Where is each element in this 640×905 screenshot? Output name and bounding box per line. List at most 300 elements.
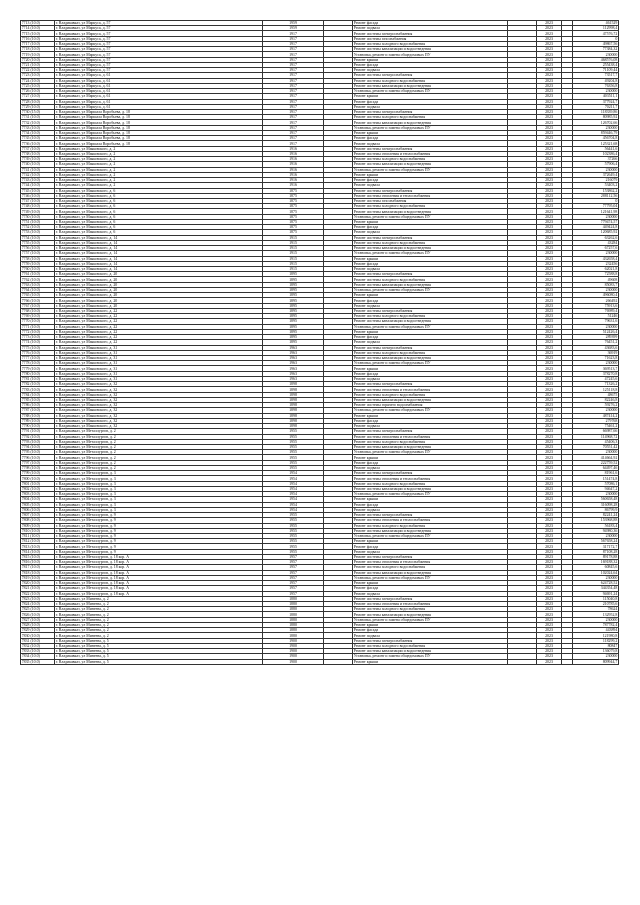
cost: 49608 xyxy=(573,277,619,282)
planned-year: 2023 xyxy=(537,167,562,172)
address: г. Владикавказ, ул Маяковского, д. 20 xyxy=(55,287,263,292)
planned-year: 2023 xyxy=(537,622,562,627)
address: г. Владикавказ, ул Маяковского, д. 32 xyxy=(55,424,263,429)
cost: 230000 xyxy=(573,214,619,219)
build-year: 1954 xyxy=(263,507,324,512)
row-number: 7785 (10.0) xyxy=(21,397,55,402)
work-type: Ремонт системы электроснабжения xyxy=(353,272,508,277)
work-type: Ремонт подвала xyxy=(353,507,508,512)
work-type: Установка, ремонт и замена общедомовых ПУ xyxy=(353,361,508,366)
row-number: 7786 (10.0) xyxy=(21,403,55,408)
planned-year: 2023 xyxy=(537,209,562,214)
build-year: 1917 xyxy=(263,89,324,94)
row-number: 7743 (10.0) xyxy=(21,178,55,183)
row-number: 7756 (10.0) xyxy=(21,246,55,251)
address: г. Владикавказ, ул Металлургов, д. 9 xyxy=(55,544,263,549)
planned-year: 2023 xyxy=(537,403,562,408)
cost: 75461,2 xyxy=(573,424,619,429)
planned-year: 2023 xyxy=(537,596,562,601)
cost: 787782,4 xyxy=(573,622,619,627)
cost: 82246,8 xyxy=(573,397,619,402)
work-type: Ремонт системы канализации и водоотведения xyxy=(353,319,508,324)
address: г. Владикавказ, ул Маяковского, д. 14 xyxy=(55,240,263,245)
cost: 153968,88 xyxy=(573,518,619,523)
build-year: 1880 xyxy=(263,596,324,601)
build-year: 1895 xyxy=(263,308,324,313)
cost: 43683,6 xyxy=(573,345,619,350)
cost: 118299,2 xyxy=(573,638,619,643)
work-type: Ремонт крыши xyxy=(353,455,508,460)
cost: 132952,8 xyxy=(573,612,619,617)
cost: 81961,6 xyxy=(573,471,619,476)
work-type: Ремонт системы холодного водоснабжения xyxy=(353,314,508,319)
build-year: 1955 xyxy=(263,528,324,533)
build-year: 1963 xyxy=(263,350,324,355)
build-year: 1917 xyxy=(263,94,324,99)
planned-year: 2023 xyxy=(537,193,562,198)
address: г. Владикавказ, ул Металлургов, д. 9 xyxy=(55,533,263,538)
row-number: 7715 (10.0) xyxy=(21,31,55,36)
row-number: 7824 (10.0) xyxy=(21,602,55,607)
build-year: 1900 xyxy=(263,659,324,664)
address: г. Владикавказ, ул Маяковского, д. 20 xyxy=(55,272,263,277)
row-number: 7782 (10.0) xyxy=(21,382,55,387)
cost: 378270,8 xyxy=(573,371,619,376)
cost: 89178,88 xyxy=(573,554,619,559)
build-year: 1916 xyxy=(263,162,324,167)
build-year: 1875 xyxy=(263,225,324,230)
cost: 77384,32 xyxy=(573,47,619,52)
planned-year: 2023 xyxy=(537,57,562,62)
row-number: 7717 (10.0) xyxy=(21,41,55,46)
build-year: 1898 xyxy=(263,424,324,429)
planned-year: 2023 xyxy=(537,282,562,287)
planned-year: 2023 xyxy=(537,73,562,78)
work-type: Ремонт системы отопления и теплоснабжения xyxy=(353,518,508,523)
row-number: 7806 (10.0) xyxy=(21,507,55,512)
planned-year: 2023 xyxy=(537,617,562,622)
cost: 449424,8 xyxy=(573,225,619,230)
row-number: 7714 (10.0) xyxy=(21,26,55,31)
row-number: 7749 (10.0) xyxy=(21,209,55,214)
blank-cell xyxy=(562,659,573,664)
planned-year: 2023 xyxy=(537,151,562,156)
work-type: Ремонт подвала xyxy=(353,340,508,345)
row-number: 7730 (15.0) xyxy=(21,109,55,114)
planned-year: 2023 xyxy=(537,366,562,371)
address: г. Владикавказ, ул Маяковского, д. 6 xyxy=(55,198,263,203)
row-number: 7799 (10.0) xyxy=(21,471,55,476)
build-year: 1898 xyxy=(263,403,324,408)
row-number: 7747 (10.0) xyxy=(21,198,55,203)
work-type: Ремонт крыши xyxy=(353,497,508,502)
work-type: Ремонт системы холодного водоснабжения xyxy=(353,78,508,83)
planned-year: 2023 xyxy=(537,68,562,73)
build-year: 1895 xyxy=(263,335,324,340)
address: г. Владикавказ, ул Маяковского, д. 2 xyxy=(55,167,263,172)
work-type: Ремонт системы холодного водоснабжения xyxy=(353,41,508,46)
planned-year: 2023 xyxy=(537,460,562,465)
cost: 118339,86 xyxy=(573,109,619,114)
table-row xyxy=(21,659,619,664)
planned-year: 2023 xyxy=(537,21,562,26)
row-number: 7755 (10.0) xyxy=(21,240,55,245)
planned-year: 2023 xyxy=(537,298,562,303)
build-year: 1916 xyxy=(263,157,324,162)
planned-year: 2023 xyxy=(537,455,562,460)
address: г. Владикавказ, ул Маршала Воробьева, д. 18 xyxy=(55,141,263,146)
build-year: 1898 xyxy=(263,397,324,402)
address: г. Владикавказ, ул Маяковского, д. 6 xyxy=(55,188,263,193)
planned-year: 2023 xyxy=(537,225,562,230)
cost: 80985,92 xyxy=(573,115,619,120)
address: г. Владикавказ, ул Маяковского, д. 6 xyxy=(55,225,263,230)
work-type: Ремонт фасада xyxy=(353,21,508,26)
build-year: 1898 xyxy=(263,408,324,413)
build-year: 1895 xyxy=(263,319,324,324)
work-type: Ремонт подвала xyxy=(353,424,508,429)
address: г. Владикавказ, ул Маяковского, д. 14 xyxy=(55,256,263,261)
cost: 153862,2 xyxy=(573,188,619,193)
work-type: Ремонт системы электроснабжения xyxy=(353,596,508,601)
build-year: 1963 xyxy=(263,366,324,371)
address: г. Владикавказ, ул Маяковского, д. 32 xyxy=(55,397,263,402)
build-year: 1917 xyxy=(263,120,324,125)
work-type: Ремонт крыши xyxy=(353,622,508,627)
work-type: Ремонт крыши xyxy=(353,413,508,418)
address: г. Владикавказ, ул Металлургов, д. 9 xyxy=(55,523,263,528)
address: г. Владикавказ, ул Маркуса, д. 61 xyxy=(55,73,263,78)
work-type: Ремонт подвала xyxy=(353,591,508,596)
planned-year: 2023 xyxy=(537,178,562,183)
work-type: Ремонт системы отопления и теплоснабжения xyxy=(353,476,508,481)
row-number: 7737 (10.0) xyxy=(21,146,55,151)
build-year: 1898 xyxy=(263,413,324,418)
cost: 230000 xyxy=(573,617,619,622)
cost: 71326,2 xyxy=(573,382,619,387)
build-year: 1915 xyxy=(263,261,324,266)
cost: 266492 xyxy=(573,298,619,303)
build-year: 1955 xyxy=(263,450,324,455)
planned-year: 2023 xyxy=(537,36,562,41)
cost: 779474,57 xyxy=(573,219,619,224)
address: г. Владикавказ, ул Металлургов, д. 2 xyxy=(55,455,263,460)
cost: 47245,6 xyxy=(573,376,619,381)
work-type: Ремонт подвала xyxy=(353,376,508,381)
address: г. Владикавказ, ул Металлургов, д. 9 xyxy=(55,539,263,544)
build-year: 1880 xyxy=(263,622,324,627)
work-type: Ремонт системы холодного водоснабжения xyxy=(353,481,508,486)
planned-year: 2023 xyxy=(537,136,562,141)
work-type: Ремонт системы электроснабжения xyxy=(353,345,508,350)
cost: 230000 xyxy=(573,52,619,57)
cost: 567658,24 xyxy=(573,539,619,544)
cost: 86799,9 xyxy=(573,507,619,512)
planned-year: 2023 xyxy=(537,628,562,633)
address: г. Владикавказ, ул Маршала Воробьева, д. 18 xyxy=(55,115,263,120)
address: г. Владикавказ, ул Маяковского, д. 22 xyxy=(55,335,263,340)
address: г. Владикавказ, ул Маяковского, д. 31 xyxy=(55,366,263,371)
planned-year: 2023 xyxy=(537,444,562,449)
build-year: 1955 xyxy=(263,539,324,544)
address: г. Владикавказ, ул Маяковского, д. 2 xyxy=(55,162,263,167)
build-year: 1917 xyxy=(263,31,324,36)
address: г. Владикавказ, ул Маркуса, д. 57 xyxy=(55,26,263,31)
row-number: 7790 (10.0) xyxy=(21,424,55,429)
planned-year: 2023 xyxy=(537,382,562,387)
build-year: 1955 xyxy=(263,533,324,538)
repair-schedule-table xyxy=(20,20,619,665)
cost: 216079 xyxy=(573,178,619,183)
row-number: 7777 (10.0) xyxy=(21,356,55,361)
planned-year: 2023 xyxy=(537,31,562,36)
cost: 57906,4 xyxy=(573,162,619,167)
planned-year: 2023 xyxy=(537,523,562,528)
row-number: 7797 (10.0) xyxy=(21,460,55,465)
build-year: 1959 xyxy=(263,26,324,31)
work-type: Ремонт крыши xyxy=(353,172,508,177)
cost: 49867,56 xyxy=(573,41,619,46)
address: г. Владикавказ, ул Маяковского, д. 31 xyxy=(55,345,263,350)
address: г. Владикавказ, ул Металлургов, д. 18 кор. А xyxy=(55,581,263,586)
build-year: 1955 xyxy=(263,549,324,554)
planned-year: 2023 xyxy=(537,214,562,219)
work-type: Ремонт системы холодного водоснабжения xyxy=(353,643,508,648)
cost: 230000 xyxy=(573,167,619,172)
address: г. Владикавказ, ул Минеева, д. 2 xyxy=(55,596,263,601)
planned-year: 2023 xyxy=(537,246,562,251)
planned-year: 2023 xyxy=(537,591,562,596)
cost: 0 xyxy=(573,198,619,203)
address: г. Владикавказ, ул Маяковского, д. 31 xyxy=(55,356,263,361)
build-year: 1900 xyxy=(263,654,324,659)
cost: 102386,4 xyxy=(573,151,619,156)
address: г. Владикавказ, ул Минеева, д. 2 xyxy=(55,607,263,612)
cost: 230000 xyxy=(573,287,619,292)
work-type: Ремонт крыши xyxy=(353,329,508,334)
row-number: 7762 (10.0) xyxy=(21,277,55,282)
address: г. Владикавказ, ул Маяковского, д. 2 xyxy=(55,178,263,183)
planned-year: 2023 xyxy=(537,120,562,125)
address: г. Владикавказ, ул Металлургов, д. 9 xyxy=(55,513,263,518)
cost: 403511,1 xyxy=(573,94,619,99)
work-type: Ремонт системы электроснабжения xyxy=(353,471,508,476)
row-number: 7742 (10.0) xyxy=(21,172,55,177)
cost: 230000 xyxy=(573,251,619,256)
build-year: 1955 xyxy=(263,523,324,528)
build-year: 1895 xyxy=(263,303,324,308)
cost: 70551,42 xyxy=(573,444,619,449)
row-number: 7720 (10.0) xyxy=(21,57,55,62)
row-number: 7765 (10.0) xyxy=(21,293,55,298)
work-type: Установка, ремонт и замена общедомовых ПУ xyxy=(353,251,508,256)
cost: 560658,48 xyxy=(573,497,619,502)
planned-year: 2023 xyxy=(537,219,562,224)
cost: 76356,8 xyxy=(573,83,619,88)
cost: 230000 xyxy=(573,575,619,580)
build-year: 1895 xyxy=(263,314,324,319)
planned-year: 2023 xyxy=(537,251,562,256)
row-number: 7812 (10.0) xyxy=(21,539,55,544)
work-type: Ремонт фасада xyxy=(353,99,508,104)
work-type: Ремонт системы канализации и водоотведения xyxy=(353,570,508,575)
row-number: 7798 (10.0) xyxy=(21,465,55,470)
row-number: 7835 (10.0) xyxy=(21,659,55,664)
build-year: 1955 xyxy=(263,465,324,470)
cost: 63262,6 xyxy=(573,235,619,240)
address: г. Владикавказ, ул Металлургов, д. 18 кор. А xyxy=(55,560,263,565)
cost: 102024,64 xyxy=(573,570,619,575)
planned-year: 2023 xyxy=(537,418,562,423)
build-year: 1917 xyxy=(263,41,324,46)
work-type: Ремонт фасада xyxy=(353,418,508,423)
planned-year: 2023 xyxy=(537,94,562,99)
build-year: 1917 xyxy=(263,115,324,120)
build-year: 1880 xyxy=(263,602,324,607)
planned-year: 2023 xyxy=(537,638,562,643)
planned-year: 2023 xyxy=(537,267,562,272)
address: г. Владикавказ, ул Маяковского, д. 2 xyxy=(55,157,263,162)
row-number: 7813 (10.0) xyxy=(21,544,55,549)
row-number: 7733 (10.0) xyxy=(21,125,55,130)
work-type: Ремонт системы электроснабжения xyxy=(353,638,508,643)
row-number: 7827 (10.0) xyxy=(21,617,55,622)
address: г. Владикавказ, ул Маяковского, д. 14 xyxy=(55,251,263,256)
build-year: 1916 xyxy=(263,167,324,172)
planned-year: 2023 xyxy=(537,429,562,434)
work-type: Установка, ремонт и замена общедомовых ПУ xyxy=(353,324,508,329)
cost: 432658,4 xyxy=(573,256,619,261)
work-type: Ремонт подвала xyxy=(353,465,508,470)
table-body xyxy=(21,21,619,665)
cost: 316098,28 xyxy=(573,502,619,507)
work-type: Ремонт фасада xyxy=(353,298,508,303)
planned-year: 2023 xyxy=(537,303,562,308)
address: г. Владикавказ, ул Минеева, д. 2 xyxy=(55,633,263,638)
cost: 255438,4 xyxy=(573,62,619,67)
planned-year: 2023 xyxy=(537,157,562,162)
address: г. Владикавказ, ул Минеева, д. 2 xyxy=(55,612,263,617)
cost: 496080,4 xyxy=(573,293,619,298)
address: г. Владикавказ, ул Маркуса, д. 61 xyxy=(55,94,263,99)
build-year: 1954 xyxy=(263,476,324,481)
work-type: Ремонт подвала xyxy=(353,267,508,272)
work-type: Ремонт системы электроснабжения xyxy=(353,31,508,36)
address: г. Владикавказ, ул Маркуса, д. 61 xyxy=(55,78,263,83)
row-number: 7716 (10.0) xyxy=(21,36,55,41)
work-type: Ремонт подвала xyxy=(353,104,508,109)
build-year: 1895 xyxy=(263,293,324,298)
row-number: 7831 (10.0) xyxy=(21,638,55,643)
planned-year: 2023 xyxy=(537,240,562,245)
address: г. Владикавказ, ул Маяковского, д. 32 xyxy=(55,382,263,387)
build-year: 1917 xyxy=(263,62,324,67)
row-number: 7719 (10.0) xyxy=(21,52,55,57)
address: г. Владикавказ, ул Маяковского, д. 22 xyxy=(55,308,263,313)
planned-year: 2023 xyxy=(537,277,562,282)
work-type: Ремонт системы холодного водоснабжения xyxy=(353,523,508,528)
cost: 289399 xyxy=(573,335,619,340)
address: г. Владикавказ, ул Металлургов, д. 3 xyxy=(55,486,263,491)
cost: 64497,46 xyxy=(573,465,619,470)
cost: 87108,28 xyxy=(573,549,619,554)
row-number: 7791 (10.0) xyxy=(21,429,55,434)
build-year: 1916 xyxy=(263,172,324,177)
work-type: Ремонт крыши xyxy=(353,94,508,99)
row-number: 7718 (10.0) xyxy=(21,47,55,52)
row-number: 7818 (10.0) xyxy=(21,570,55,575)
work-type: Ремонт системы канализации и водоотведения xyxy=(353,397,508,402)
address: г. Владикавказ, ул Маяковского, д. 6 xyxy=(55,230,263,235)
work-type: Ремонт системы канализации и водоотведения xyxy=(353,612,508,617)
address: г. Владикавказ, ул Маркуса, д. 57 xyxy=(55,47,263,52)
row-number: 7828 (10.0) xyxy=(21,622,55,627)
cost: 317172,7 xyxy=(573,544,619,549)
build-year: 1917 xyxy=(263,36,324,41)
row-number: 7748 (10.0) xyxy=(21,204,55,209)
work-type: Ремонт системы холодного водоснабжения xyxy=(353,277,508,282)
row-number: 7789 (10.0) xyxy=(21,418,55,423)
cost: 94647,2 xyxy=(573,486,619,491)
work-type: Ремонт подвала xyxy=(353,633,508,638)
build-year: 1957 xyxy=(263,591,324,596)
work-type: Ремонт подвала xyxy=(353,303,508,308)
cost: 369513,7 xyxy=(573,366,619,371)
work-type: Ремонт фасада xyxy=(353,335,508,340)
planned-year: 2023 xyxy=(537,434,562,439)
build-year: 1955 xyxy=(263,513,324,518)
cost: 57086,1 xyxy=(573,481,619,486)
cost: 36919 xyxy=(573,350,619,355)
address: г. Владикавказ, ул Металлургов, д. 18 кор. А xyxy=(55,591,263,596)
row-number: 7801 (10.0) xyxy=(21,481,55,486)
cost: 809944,7 xyxy=(573,659,619,664)
planned-year: 2023 xyxy=(537,659,562,664)
address: г. Владикавказ, ул Маяковского, д. 32 xyxy=(55,413,263,418)
planned-year: 2023 xyxy=(537,581,562,586)
build-year: 1916 xyxy=(263,178,324,183)
build-year: 1917 xyxy=(263,104,324,109)
cost: 126702,66 xyxy=(573,120,619,125)
cost: 94691,24 xyxy=(573,591,619,596)
work-type: Ремонт подвала xyxy=(353,141,508,146)
address: г. Владикавказ, ул Минеева, д. 2 xyxy=(55,622,263,627)
planned-year: 2023 xyxy=(537,314,562,319)
work-type: Ремонт системы канализации и водоотведения xyxy=(353,47,508,52)
row-number: 7725 (10.0) xyxy=(21,83,55,88)
work-type: Ремонт подвала xyxy=(353,230,508,235)
planned-year: 2023 xyxy=(537,52,562,57)
cost: 230000 xyxy=(573,89,619,94)
work-type: Установка, ремонт и замена общедомовых ПУ xyxy=(353,654,508,659)
cost: 372649,4 xyxy=(573,172,619,177)
row-number: 7815 (10.0) xyxy=(21,554,55,559)
cost: 49204,8 xyxy=(573,78,619,83)
address: г. Владикавказ, ул Металлургов, д. 18 кор. А xyxy=(55,570,263,575)
work-type: Ремонт системы отопления и теплоснабжения xyxy=(353,193,508,198)
build-year: 1895 xyxy=(263,272,324,277)
address: г. Владикавказ, ул Маяковского, д. 20 xyxy=(55,298,263,303)
row-number: 7811 (10.0) xyxy=(21,533,55,538)
work-type: Ремонт системы холодного водоснабжения xyxy=(353,439,508,444)
build-year: 1915 xyxy=(263,235,324,240)
build-year: 1954 xyxy=(263,492,324,497)
planned-year: 2023 xyxy=(537,62,562,67)
work-type: Ремонт крыши xyxy=(353,130,508,135)
work-type: Ремонт системы канализации и водоотведения xyxy=(353,356,508,361)
work-type: Ремонт системы холодного водоснабжения xyxy=(353,157,508,162)
build-year: 1955 xyxy=(263,518,324,523)
